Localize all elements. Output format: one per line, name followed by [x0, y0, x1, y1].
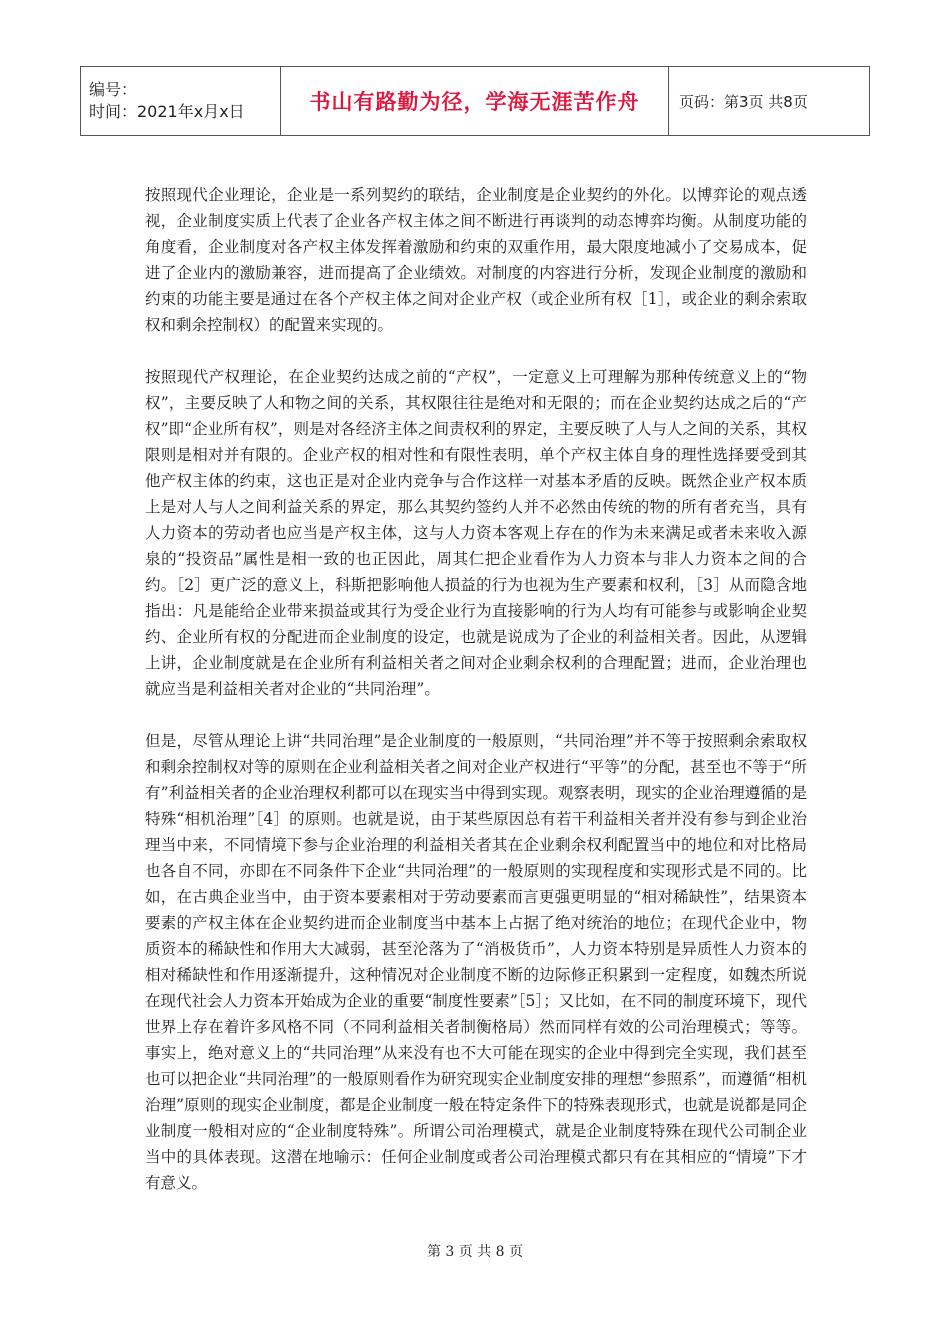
paragraph-2: 按照现代产权理论，在企业契约达成之前的“产权”，一定意义上可理解为那种传统意义上的“物权”，主要反映了人和物之间的关系，其权限往往是绝对和无限的；而在企业契约达成之后的“产权”即“企业所有权”，则是对各经济主体之间责权利的界定，主要反映了人与人之间的关系，其权限则是相对并有限的。企业产权的相对性和有限性表明，单个产权主体自身的理性选择要受到其他产权主体的约束，这也正是对企业内竞争与合作这样一对基本矛盾的反映。既然企业产权本质上是对人与人之间利益关系的界定，那么其契约签约人并不必然由传统的物的所有者充当，具有人力资本的劳动者也应当是产权主体，这与人力资本客观上存在的作为未来满足或者未来收入源泉的“投资品”属性是相一致的也正因此，周其仁把企业看作为人力资本与非人力资本之间的合约。［2］更广泛的意义上，科斯把影响他人损益的行为也视为生产要素和权利，［3］从而隐含地指出：凡是能给企业带来损益或其行为受企业行为直接影响的行为人均有可能参与或影响企业契约、企业所有权的分配进而企业制度的设定，也就是说成为了企业的利益相关者。因此，从逻辑上讲，企业制度就是在企业所有利益相关者之间对企业剩余权利的合理配置；进而，企业治理也就应当是利益相关者对企业的“共同治理”。 [145, 368, 807, 698]
header-motto: 书山有路勤为径，学海无涯苦作舟 [309, 90, 640, 114]
paragraph-3: 但是，尽管从理论上讲“共同治理”是企业制度的一般原则，“共同治理”并不等于按照剩余索取权和剩余控制权对等的原则在企业利益相关者之间对企业产权进行“平等”的分配，甚至也不等于“所有”利益相关者的企业治理权利都可以在现实当中得到实现。观察表明，现实的企业治理遵循的是特殊“相机治理”［4］的原则。也就是说，由于某些原因总有若干利益相关者并没有参与到企业治理当中来，不同情境下参与企业治理的利益相关者其在企业剩余权利配置当中的地位和对比格局也各自不同，亦即在不同条件下企业“共同治理”的一般原则的实现程度和实现形式是不同的。比如，在古典企业当中，由于资本要素相对于劳动要素而言更强更明显的“相对稀缺性”，结果资本要素的产权主体在企业契约进而企业制度当中基本上占据了绝对统治的地位；在现代企业中，物质资本的稀缺性和作用大大减弱，甚至沦落为了“消极货币”，人力资本特别是异质性人力资本的相对稀缺性和作用逐渐提升，这种情况对企业制度不断的边际修正积累到一定程度，如魏杰所说在现代社会人力资本开始成为企业的重要“制度性要素”［5］；又比如，在不同的制度环境下，现代世界上存在着许多风格不同（不同利益相关者制衡格局）然而同样有效的公司治理模式；等等。事实上，绝对意义上的“共同治理”从来没有也不大可能在现实的企业中得到完全实现，我们甚至也可以把企业“共同治理”的一般原则看作为研究现实企业制度安排的理想“参照系”，而遵循“相机治理”原则的现实企业制度，都是企业制度一般在特定条件下的特殊表现形式，也就是说都是同企业制度一般相对应的“企业制度特殊”。所谓公司治理模式，就是企业制度特殊在现代公司制企业当中的具体表现。这潜在地喻示：任何企业制度或者公司治理模式都只有在其相应的“情境”下才有意义。 [145, 732, 807, 1192]
document-number-label: 编号： [89, 80, 138, 99]
footer-page-number: 第 3 页 共 8 页 [426, 1244, 524, 1260]
paragraph-1: 按照现代企业理论，企业是一系列契约的联结，企业制度是企业契约的外化。以博弈论的观点透视，企业制度实质上代表了企业各产权主体之间不断进行再谈判的动态博弈均衡。从制度功能的角度看，企业制度对各产权主体发挥着激励和约束的双重作用，最大限度地减小了交易成本，促进了企业内的激励兼容，进而提高了企业绩效。对制度的内容进行分析，发现企业制度的激励和约束的功能主要是通过在各个产权主体之间对企业产权（或企业所有权［1］，或企业的剩余索取权和剩余控制权）的配置来实现的。 [145, 186, 807, 334]
header-meta [81, 67, 281, 135]
document-body [145, 182, 807, 1222]
page-footer [0, 1241, 950, 1261]
page-header [80, 66, 870, 136]
document-date-label: 时间：2021年x月x日 [89, 102, 245, 121]
header-motto-cell [281, 67, 669, 135]
header-page-cell [669, 67, 869, 135]
header-page-number: 页码：第3页 共8页 [679, 92, 808, 111]
